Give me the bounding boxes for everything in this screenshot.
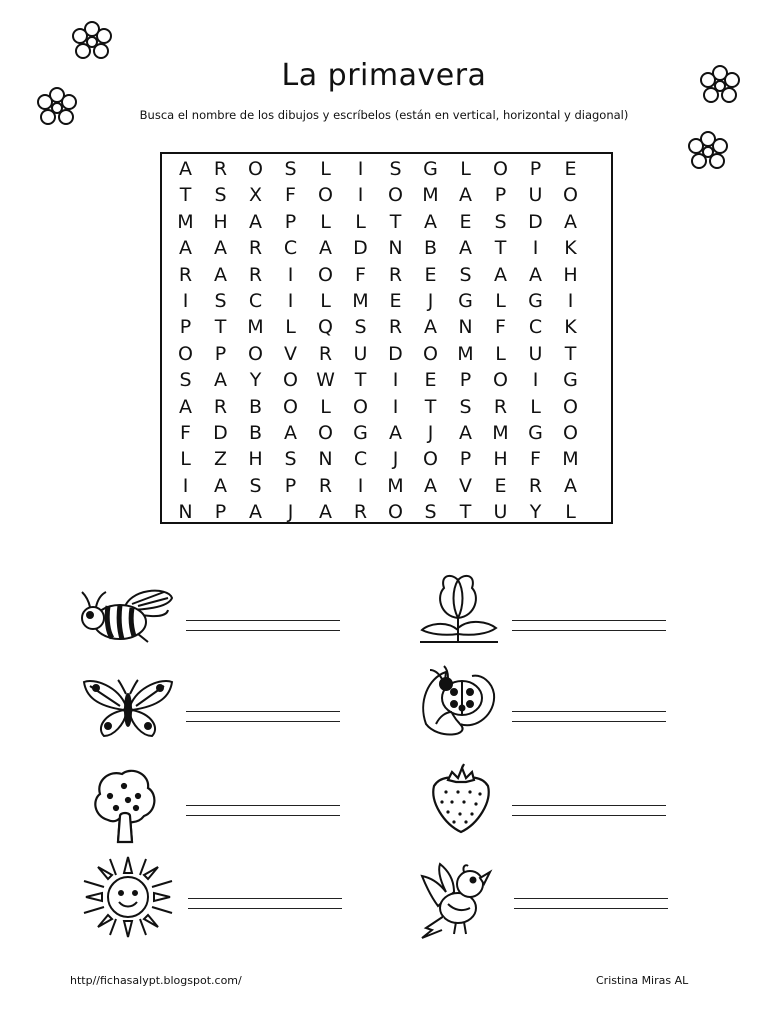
grid-letter: P	[459, 369, 472, 392]
answer-line	[186, 630, 340, 631]
grid-letter: M	[492, 422, 509, 444]
grid-letter: E	[424, 369, 437, 392]
grid-letter: R	[493, 395, 508, 418]
grid-letter: I	[357, 158, 364, 180]
answer-line	[512, 711, 666, 712]
grid-letter: S	[354, 316, 367, 339]
grid-letter: K	[564, 316, 577, 339]
grid-letter: L	[285, 316, 296, 339]
grid-letter: R	[353, 501, 368, 524]
grid-letter: O	[318, 184, 333, 207]
grid-letter: L	[495, 342, 506, 365]
grid-letter: A	[424, 316, 437, 339]
grid-letter: S	[424, 501, 437, 524]
grid-letter: A	[179, 158, 192, 180]
grid-letter: H	[493, 448, 508, 471]
grid-letter: M	[247, 316, 264, 339]
grid-letter: M	[177, 210, 194, 233]
grid-letter: U	[528, 342, 543, 365]
grid-letter: L	[180, 448, 191, 471]
grid-letter: N	[458, 316, 473, 339]
grid-letter: A	[319, 237, 332, 260]
grid-letter: P	[284, 474, 297, 497]
grid-letter: O	[318, 422, 333, 444]
grid-letter: R	[248, 237, 263, 260]
grid-letter: F	[285, 184, 296, 207]
grid-letter: T	[494, 237, 507, 260]
grid-letter: D	[213, 422, 228, 444]
grid-letter: E	[389, 290, 402, 312]
grid-letter: J	[392, 448, 399, 471]
grid-letter: I	[287, 263, 294, 286]
grid-letter: I	[182, 290, 189, 312]
grid-letter: A	[284, 422, 297, 444]
grid-letter: I	[287, 290, 294, 312]
grid-letter: F	[530, 448, 541, 471]
grid-letter: I	[392, 369, 399, 392]
grid-letter: W	[316, 369, 335, 392]
grid-letter: J	[287, 501, 294, 524]
word-search-grid	[160, 152, 613, 524]
grid-letter: I	[392, 395, 399, 418]
grid-letter: O	[318, 263, 333, 286]
grid-letter: L	[320, 395, 331, 418]
answer-line	[512, 630, 666, 631]
grid-letter: O	[423, 448, 438, 471]
grid-letter: T	[354, 369, 367, 392]
tree-icon	[90, 766, 160, 846]
grid-letter: B	[423, 237, 438, 260]
grid-letter: R	[318, 342, 333, 365]
grid-letter: A	[459, 237, 472, 260]
grid-letter: B	[248, 422, 263, 444]
page-title: La primavera	[281, 58, 487, 93]
answer-line	[514, 908, 668, 909]
grid-letter: P	[214, 342, 227, 365]
strawberry-icon	[428, 762, 494, 838]
grid-letter: L	[495, 290, 506, 312]
grid-letter: T	[564, 342, 577, 365]
grid-letter: F	[180, 422, 191, 444]
grid-letter: M	[387, 474, 404, 497]
grid-letter: L	[355, 210, 366, 233]
grid-letter: V	[284, 342, 297, 365]
answer-line	[188, 908, 342, 909]
grid-letter: A	[564, 474, 577, 497]
grid-letter: I	[357, 474, 364, 497]
grid-letter: D	[388, 342, 403, 365]
grid-letter: D	[528, 210, 543, 233]
grid-letter: O	[563, 422, 578, 444]
grid-letter: F	[355, 263, 366, 286]
grid-letter: S	[284, 158, 297, 180]
grid-letter: P	[459, 448, 472, 471]
answer-line	[188, 898, 342, 899]
answer-line	[186, 815, 340, 816]
grid-letter: A	[529, 263, 542, 286]
grid-letter: L	[320, 158, 331, 180]
grid-letter: J	[427, 422, 434, 444]
grid-letter: S	[214, 290, 227, 312]
grid-letter: A	[179, 395, 192, 418]
grid-letter: X	[248, 184, 263, 207]
grid-letter: O	[423, 342, 438, 365]
grid-letter: M	[352, 290, 369, 312]
answer-line	[514, 898, 668, 899]
answer-line	[186, 711, 340, 712]
grid-letter: A	[214, 237, 227, 260]
grid-letter: A	[214, 474, 227, 497]
grid-letter: S	[459, 395, 472, 418]
butterfly-icon	[80, 676, 176, 740]
grid-letter: R	[318, 474, 333, 497]
grid-letter: O	[563, 395, 578, 418]
grid-letter: A	[214, 263, 227, 286]
grid-letter: L	[320, 210, 331, 233]
answer-line	[512, 620, 666, 621]
grid-letter: Q	[318, 316, 333, 339]
grid-letter: S	[389, 158, 402, 180]
grid-letter: H	[213, 210, 228, 233]
grid-letter: A	[319, 501, 332, 524]
grid-letter: O	[178, 342, 193, 365]
grid-letter: K	[564, 237, 577, 260]
grid-letter: S	[494, 210, 507, 233]
grid-letter: J	[427, 290, 434, 312]
grid-letter: P	[529, 158, 542, 180]
grid-letter: R	[388, 263, 403, 286]
grid-letter: S	[214, 184, 227, 207]
grid-letter: C	[283, 237, 298, 260]
grid-letter: E	[424, 263, 437, 286]
grid-letter: A	[424, 474, 437, 497]
grid-letter: G	[528, 422, 543, 444]
grid-letter: R	[388, 316, 403, 339]
bird-icon	[418, 858, 494, 942]
grid-letter: R	[178, 263, 193, 286]
grid-letter: O	[248, 342, 263, 365]
grid-letter: I	[532, 369, 539, 392]
ladybug-icon	[416, 664, 500, 740]
grid-letter: Z	[213, 448, 228, 471]
grid-letter: A	[459, 422, 472, 444]
grid-letter: G	[353, 422, 368, 444]
footer-url: http//fichasalypt.blogspot.com/	[70, 974, 242, 987]
grid-letter: A	[424, 210, 437, 233]
grid-letter: O	[388, 184, 403, 207]
grid-letter: G	[528, 290, 543, 312]
grid-letter: O	[248, 158, 263, 180]
grid-letter: O	[563, 184, 578, 207]
grid-letter: Y	[249, 369, 262, 392]
footer-author: Cristina Miras AL	[596, 974, 689, 987]
grid-letter: O	[493, 369, 508, 392]
grid-letter: S	[459, 263, 472, 286]
grid-letter: O	[353, 395, 368, 418]
grid-letter: M	[457, 342, 474, 365]
grid-letter: C	[528, 316, 543, 339]
answer-line	[186, 805, 340, 806]
answer-line	[512, 815, 666, 816]
grid-letter: S	[249, 474, 262, 497]
grid-letter: B	[248, 395, 263, 418]
grid-letter: D	[353, 237, 368, 260]
grid-letter: O	[388, 501, 403, 524]
grid-letter: V	[459, 474, 472, 497]
grid-letter: E	[564, 158, 577, 180]
grid-letter: E	[459, 210, 472, 233]
grid-letter: N	[318, 448, 333, 471]
grid-letter: U	[528, 184, 543, 207]
grid-letter: S	[284, 448, 297, 471]
grid-letter: T	[179, 184, 192, 207]
answer-line	[186, 620, 340, 621]
grid-letter: R	[213, 158, 228, 180]
grid-letter: H	[563, 263, 578, 286]
grid-letter: S	[179, 369, 192, 392]
tulip-icon	[418, 570, 500, 646]
grid-letter: A	[459, 184, 472, 207]
grid-letter: P	[284, 210, 297, 233]
grid-letter: A	[564, 210, 577, 233]
bee-icon	[80, 580, 176, 644]
grid-letter: I	[567, 290, 574, 312]
grid-letter: P	[214, 501, 227, 524]
grid-letter: A	[179, 237, 192, 260]
grid-letter: G	[423, 158, 438, 180]
grid-letter: P	[494, 184, 507, 207]
grid-letter: T	[214, 316, 227, 339]
grid-letter: I	[357, 184, 364, 207]
grid-letter: C	[248, 290, 263, 312]
grid-letter: G	[458, 290, 473, 312]
grid-letter: A	[389, 422, 402, 444]
grid-letter: U	[493, 501, 508, 524]
grid-letter: L	[320, 290, 331, 312]
grid-letter: R	[528, 474, 543, 497]
grid-letter: L	[530, 395, 541, 418]
sun-icon	[82, 855, 174, 939]
grid-letter: R	[248, 263, 263, 286]
instructions: Busca el nombre de los dibujos y escríbelos (están en vertical, horizontal y diagonal)	[139, 108, 629, 122]
grid-letter: A	[249, 501, 262, 524]
grid-letter: M	[422, 184, 439, 207]
grid-letter: O	[283, 395, 298, 418]
grid-letter: U	[353, 342, 368, 365]
grid-letter: O	[283, 369, 298, 392]
flower-icon	[686, 130, 730, 174]
grid-letter: L	[460, 158, 471, 180]
grid-letter: T	[459, 501, 472, 524]
grid-letter: R	[213, 395, 228, 418]
answer-line	[512, 805, 666, 806]
grid-letter: A	[214, 369, 227, 392]
grid-letter: I	[532, 237, 539, 260]
grid-letter: I	[182, 474, 189, 497]
grid-letter: E	[494, 474, 507, 497]
grid-letter: A	[249, 210, 262, 233]
grid-letter: Y	[529, 501, 542, 524]
grid-letter: T	[389, 210, 402, 233]
grid-letter: A	[494, 263, 507, 286]
grid-letter: O	[493, 158, 508, 180]
grid-letter: C	[353, 448, 368, 471]
answer-line	[512, 721, 666, 722]
grid-letter: H	[248, 448, 263, 471]
grid-letter: P	[179, 316, 192, 339]
grid-letter: M	[562, 448, 579, 471]
grid-letter: N	[178, 501, 193, 524]
grid-letter: N	[388, 237, 403, 260]
grid-letter: T	[424, 395, 437, 418]
grid-letter: L	[565, 501, 576, 524]
answer-line	[186, 721, 340, 722]
grid-letter: F	[495, 316, 506, 339]
grid-letter: G	[563, 369, 578, 392]
